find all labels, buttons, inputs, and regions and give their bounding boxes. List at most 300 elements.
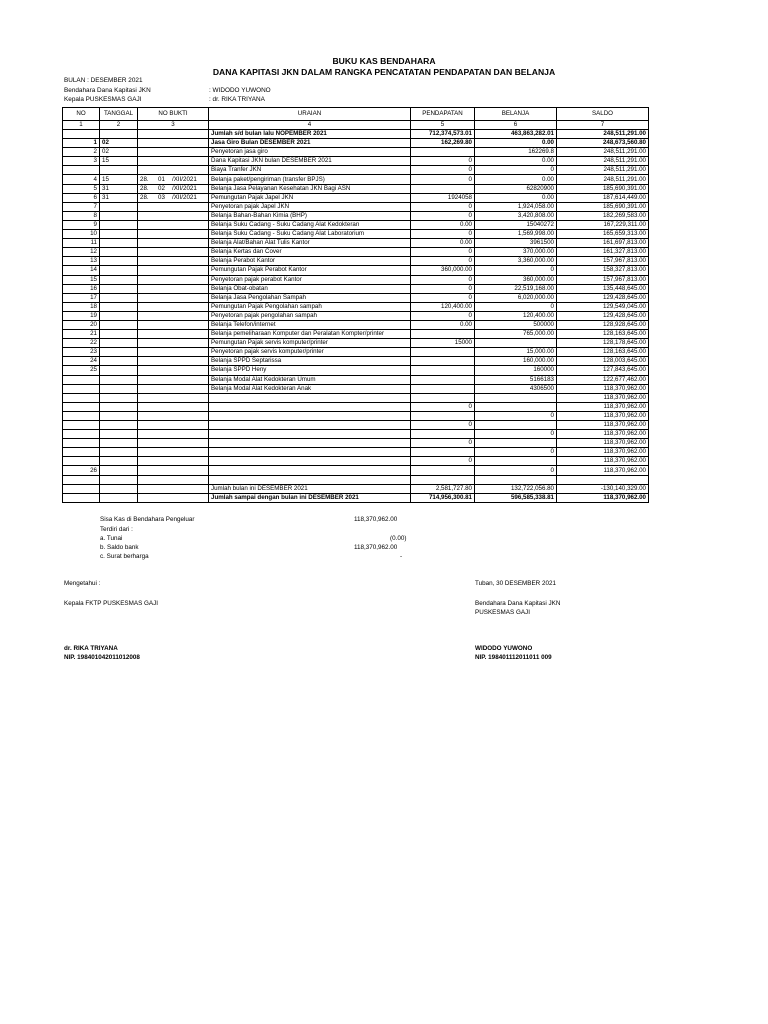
cell-receipt: [138, 230, 209, 239]
cell-income: 0: [411, 293, 475, 302]
cell-date: [100, 457, 138, 466]
cell-description: Belanja Modal Alat Kedokteran Anak: [209, 384, 411, 393]
cell-receipt: [138, 175, 209, 184]
cell-date: 02: [100, 148, 138, 157]
cell-date: [100, 402, 138, 411]
cell-expense: 0: [475, 302, 557, 311]
table-row: [63, 439, 649, 448]
column-header-date: TANGGAL: [100, 108, 138, 121]
cell-expense: 162269.8: [475, 148, 557, 157]
cell-receipt: [138, 130, 209, 139]
cell-expense: 3,360,000.00: [475, 257, 557, 266]
cell-description: [209, 457, 411, 466]
cell-date: [100, 130, 138, 139]
receipt-part: 01: [158, 175, 165, 183]
securities-value: -: [400, 553, 403, 560]
cell-no: 22: [63, 339, 100, 348]
column-number-row: [63, 121, 649, 130]
cell-expense: 463,863,282.01: [475, 130, 557, 139]
table-row: [63, 348, 649, 357]
table-row: [63, 257, 649, 266]
cell-income: 0.00: [411, 239, 475, 248]
cell-income: [411, 148, 475, 157]
cell-description: [209, 402, 411, 411]
cell-no: [63, 475, 100, 484]
cell-date: [100, 302, 138, 311]
cell-receipt: [138, 457, 209, 466]
cell-expense: 4306500: [475, 384, 557, 393]
cell-no: [63, 430, 100, 439]
cell-income: 162,269.80: [411, 139, 475, 148]
cell-receipt: [138, 302, 209, 311]
cell-date: [100, 430, 138, 439]
cell-receipt: [138, 466, 209, 475]
table-row: [63, 430, 649, 439]
receipt-part: 28.: [140, 184, 149, 192]
table-row: [63, 311, 649, 320]
cell-date: [100, 357, 138, 366]
table-row: [63, 302, 649, 311]
cell-receipt: [138, 157, 209, 166]
cell-balance: 248,511,291.00: [557, 175, 649, 184]
cell-no: [63, 402, 100, 411]
cell-income: 2,581,727.80: [411, 484, 475, 493]
cell-description: [209, 430, 411, 439]
table-row: [63, 330, 649, 339]
cell-expense: 160000: [475, 366, 557, 375]
cell-date: [100, 211, 138, 220]
table-row: [63, 339, 649, 348]
cell-date: [100, 475, 138, 484]
cell-income: 0.00: [411, 320, 475, 329]
cell-no: 5: [63, 184, 100, 193]
cell-balance: 248,511,291.00: [557, 130, 649, 139]
cell-receipt: [138, 211, 209, 220]
cell-description: Penyetoran pajak Japel JKN: [209, 202, 411, 211]
cell-description: Jumlah s/d bulan lalu NOPEMBER 2021: [209, 130, 411, 139]
cell-no: 3: [63, 157, 100, 166]
cell-description: Belanja Perabot Kantor: [209, 257, 411, 266]
cell-receipt: [138, 202, 209, 211]
column-number: 2: [100, 121, 138, 130]
cell-description: Belanja Obat-obatan: [209, 284, 411, 293]
cell-description: Jumlah bulan ini DESEMBER 2021: [209, 484, 411, 493]
table-row: [63, 211, 649, 220]
cell-receipt: [138, 339, 209, 348]
cell-income: 0: [411, 284, 475, 293]
cell-income: 0.00: [411, 220, 475, 229]
cell-date: 31: [100, 184, 138, 193]
cell-balance: 129,549,045.00: [557, 302, 649, 311]
cell-income: 0: [411, 166, 475, 175]
cell-expense: 3961500: [475, 239, 557, 248]
cell-balance: 248,511,291.00: [557, 148, 649, 157]
cell-expense: [475, 402, 557, 411]
table-row: [63, 239, 649, 248]
receipt-part: 28.: [140, 175, 149, 183]
cell-date: [100, 293, 138, 302]
cell-description: Dana Kapitasi JKN bulan DESEMBER 2021: [209, 157, 411, 166]
cell-balance: 161,697,813.00: [557, 239, 649, 248]
cell-receipt: [138, 220, 209, 229]
table-row: [63, 202, 649, 211]
table-row: [63, 248, 649, 257]
cell-expense: 765,000.00: [475, 330, 557, 339]
document-subtitle: DANA KAPITASI JKN DALAM RANGKA PENCATATAN PENDAPATAN DAN BELANJA: [212, 67, 556, 77]
cell-no: 21: [63, 330, 100, 339]
cell-balance: 187,614,449.00: [557, 193, 649, 202]
cell-date: [100, 284, 138, 293]
table-row: [63, 175, 649, 184]
cell-no: 8: [63, 211, 100, 220]
head-signatory-nip: NIP. 198401042011012008: [64, 654, 140, 661]
cell-balance: 127,843,645.00: [557, 366, 649, 375]
cell-balance: 248,511,291.00: [557, 157, 649, 166]
cell-description: [209, 393, 411, 402]
cell-date: [100, 411, 138, 420]
cell-description: Belanja Suku Cadang - Suku Cadang Alat Laboratorium: [209, 230, 411, 239]
bank-balance-value: 118,370,962.00: [354, 544, 398, 551]
cell-receipt: [138, 430, 209, 439]
cell-receipt: [138, 184, 209, 193]
table-row: [63, 493, 649, 502]
cell-description: Pemungutan Pajak servis komputer/printer: [209, 339, 411, 348]
cell-balance: 118,370,962.00: [557, 448, 649, 457]
receipt-part: 03: [158, 193, 165, 201]
cell-receipt: [138, 266, 209, 275]
cell-no: 24: [63, 357, 100, 366]
cell-no: [63, 166, 100, 175]
cell-description: Belanja Jasa Pelayanan Kesehatan JKN Bagi ASN: [209, 184, 411, 193]
cell-income: [411, 448, 475, 457]
cell-description: [209, 448, 411, 457]
cell-receipt: [138, 293, 209, 302]
cell-description: Belanja Bahan-Bahan Kimia (BHP): [209, 211, 411, 220]
cell-expense: 1,569,998.00: [475, 230, 557, 239]
table-row: [63, 184, 649, 193]
cell-no: [63, 484, 100, 493]
cell-balance: 248,511,291.00: [557, 166, 649, 175]
cell-receipt: [138, 393, 209, 402]
cell-income: 1924058: [411, 193, 475, 202]
cell-expense: 62820900: [475, 184, 557, 193]
table-row: [63, 166, 649, 175]
cell-date: [100, 330, 138, 339]
cell-description: Pemungutan Pajak Japel JKN: [209, 193, 411, 202]
cell-date: [100, 230, 138, 239]
table-row: [63, 357, 649, 366]
cell-balance: 118,370,962.00: [557, 402, 649, 411]
cell-receipt: [138, 439, 209, 448]
cell-expense: 360,000.00: [475, 275, 557, 284]
cell-expense: [475, 339, 557, 348]
cell-income: [411, 466, 475, 475]
cell-balance: 118,370,962.00: [557, 421, 649, 430]
cell-no: 25: [63, 366, 100, 375]
cell-balance: 118,370,962.00: [557, 411, 649, 420]
cash-value: (0.00): [390, 535, 407, 542]
cell-receipt: [138, 493, 209, 502]
head-signatory-name: dr. RIKA TRIYANA: [64, 645, 118, 652]
cell-receipt: [138, 484, 209, 493]
head-name: : dr. RIKA TRIYANA: [209, 96, 265, 103]
cell-description: Penyetoran pajak pengolahan sampah: [209, 311, 411, 320]
cell-income: 0: [411, 311, 475, 320]
cell-description: Jasa Giro Bulan DESEMBER 2021: [209, 139, 411, 148]
cell-date: [100, 275, 138, 284]
cell-balance: 248,673,560.80: [557, 139, 649, 148]
cell-expense: 6,020,000.00: [475, 293, 557, 302]
table-row: [63, 475, 649, 484]
column-number: 6: [475, 121, 557, 130]
cell-income: 120,400.00: [411, 302, 475, 311]
receipt-part: 02: [158, 184, 165, 192]
receipt-part: 28.: [140, 193, 149, 201]
table-row: [63, 421, 649, 430]
cell-description: Penyetoran pajak servis komputer/printer: [209, 348, 411, 357]
cell-income: 0: [411, 257, 475, 266]
cell-expense: 160,000.00: [475, 357, 557, 366]
cell-expense: 596,585,338.81: [475, 493, 557, 502]
table-row: [63, 230, 649, 239]
cell-receipt: [138, 257, 209, 266]
cell-income: 712,374,573.01: [411, 130, 475, 139]
cell-receipt: [138, 330, 209, 339]
cell-income: 0: [411, 211, 475, 220]
cell-income: 0: [411, 457, 475, 466]
cell-balance: 135,448,645.00: [557, 284, 649, 293]
cell-balance: 128,163,645.00: [557, 330, 649, 339]
cell-date: [100, 266, 138, 275]
cell-balance: 118,370,962.00: [557, 393, 649, 402]
cell-expense: 15040272: [475, 220, 557, 229]
table-row: [63, 148, 649, 157]
cell-date: [100, 493, 138, 502]
cash-label: a. Tunai: [100, 535, 123, 542]
cell-balance: 118,370,962.00: [557, 457, 649, 466]
cell-description: Belanja paket/pengiriman (transfer BPJS): [209, 175, 411, 184]
cell-description: Biaya Tranfer JKN: [209, 166, 411, 175]
cell-balance: 129,428,645.00: [557, 311, 649, 320]
cell-income: 0: [411, 202, 475, 211]
cell-expense: 0: [475, 466, 557, 475]
table-row: [63, 411, 649, 420]
cell-description: Penyetoran jasa giro: [209, 148, 411, 157]
cell-description: [209, 411, 411, 420]
cash-ledger-table: [62, 107, 649, 503]
cell-description: Belanja pemeliharaan Komputer dan Peralatan Kompter/printer: [209, 330, 411, 339]
cell-balance: 118,370,962.00: [557, 466, 649, 475]
cell-balance: 185,690,391.00: [557, 184, 649, 193]
cell-no: 13: [63, 257, 100, 266]
cell-balance: 157,967,813.00: [557, 275, 649, 284]
table-row: [63, 220, 649, 229]
cell-date: [100, 339, 138, 348]
cell-income: 0: [411, 275, 475, 284]
cell-no: [63, 448, 100, 457]
cell-no: [63, 411, 100, 420]
cell-expense: [475, 393, 557, 402]
cell-balance: 128,178,645.00: [557, 339, 649, 348]
cell-expense: [475, 421, 557, 430]
cell-balance: 158,327,813.00: [557, 266, 649, 275]
table-row: [63, 448, 649, 457]
treasurer-unit: PUSKESMAS GAJI: [475, 609, 530, 616]
month-label: BULAN : DESEMBER 2021: [64, 77, 143, 84]
cell-date: [100, 239, 138, 248]
cell-income: [411, 330, 475, 339]
cell-description: Belanja SPPD Septarissa: [209, 357, 411, 366]
cell-date: [100, 348, 138, 357]
cell-no: 12: [63, 248, 100, 257]
cell-no: 6: [63, 193, 100, 202]
cell-balance: -130,140,329.00: [557, 484, 649, 493]
cell-expense: 0.00: [475, 193, 557, 202]
head-role: Kepala FKTP PUSKESMAS GAJI: [64, 600, 159, 607]
cell-expense: 0.00: [475, 157, 557, 166]
cell-expense: 0: [475, 166, 557, 175]
column-header-expense: BELANJA: [475, 108, 557, 121]
cell-description: [209, 475, 411, 484]
cell-receipt: [138, 248, 209, 257]
cell-date: [100, 384, 138, 393]
column-header-description: URAIAN: [209, 108, 411, 121]
cell-no: 23: [63, 348, 100, 357]
cell-no: 9: [63, 220, 100, 229]
cell-balance: 128,163,645.00: [557, 348, 649, 357]
cell-receipt: [138, 148, 209, 157]
cell-income: [411, 357, 475, 366]
cell-income: 0: [411, 248, 475, 257]
cell-balance: [557, 475, 649, 484]
cell-date: [100, 166, 138, 175]
cell-date: [100, 484, 138, 493]
cell-no: 2: [63, 148, 100, 157]
cell-income: [411, 393, 475, 402]
cell-balance: 128,003,645.00: [557, 357, 649, 366]
table-row: [63, 284, 649, 293]
cell-expense: [475, 475, 557, 484]
column-header-receipt: NO BUKTI: [138, 108, 209, 121]
cell-income: 714,956,300.81: [411, 493, 475, 502]
cell-income: [411, 184, 475, 193]
cell-description: Belanja Jasa Pengolahan Sampah: [209, 293, 411, 302]
cell-balance: 129,428,645.00: [557, 293, 649, 302]
cell-date: [100, 220, 138, 229]
table-row: [63, 275, 649, 284]
cell-receipt: [138, 357, 209, 366]
cell-date: [100, 439, 138, 448]
cell-expense: 0.00: [475, 175, 557, 184]
receipt-part: /XII/2021: [172, 184, 197, 192]
table-row: [63, 130, 649, 139]
cell-expense: [475, 457, 557, 466]
cell-expense: 5166183: [475, 375, 557, 384]
table-row: [63, 320, 649, 329]
cell-expense: 132,722,056.80: [475, 484, 557, 493]
cell-expense: [475, 439, 557, 448]
cell-receipt: [138, 166, 209, 175]
cell-date: [100, 320, 138, 329]
cell-expense: 0: [475, 266, 557, 275]
cell-description: [209, 466, 411, 475]
cell-income: [411, 366, 475, 375]
cell-expense: 500000: [475, 320, 557, 329]
table-row: [63, 157, 649, 166]
cell-description: Belanja Modal Alat Kedokteran Umum: [209, 375, 411, 384]
cell-no: [63, 384, 100, 393]
cell-balance: 185,690,391.00: [557, 202, 649, 211]
cell-date: [100, 366, 138, 375]
table-row: [63, 484, 649, 493]
cell-no: 1: [63, 139, 100, 148]
receipt-part: /XII/2021: [172, 175, 197, 183]
cell-description: Pemungutan Pajak Pengolahan sampah: [209, 302, 411, 311]
remaining-cash-value: 118,370,962.00: [354, 516, 398, 523]
cell-balance: 182,269,583.00: [557, 211, 649, 220]
cell-income: [411, 430, 475, 439]
cell-date: [100, 393, 138, 402]
cell-receipt: [138, 448, 209, 457]
cell-income: 360,000.00: [411, 266, 475, 275]
cell-no: 16: [63, 284, 100, 293]
cell-expense: 15,000.00: [475, 348, 557, 357]
cell-no: [63, 493, 100, 502]
cell-date: [100, 202, 138, 211]
column-number: 7: [557, 121, 649, 130]
cell-balance: 118,370,962.00: [557, 439, 649, 448]
receipt-part: /XII/2021: [172, 193, 197, 201]
column-header-balance: SALDO: [557, 108, 649, 121]
cell-income: 0: [411, 175, 475, 184]
cell-receipt: [138, 366, 209, 375]
cell-expense: 0.00: [475, 139, 557, 148]
cell-income: [411, 411, 475, 420]
cell-date: 31: [100, 193, 138, 202]
column-number: 4: [209, 121, 411, 130]
table-row: [63, 457, 649, 466]
cell-receipt: [138, 284, 209, 293]
treasurer-label: Bendahara Dana Kapitasi JKN: [64, 87, 151, 94]
cell-receipt: [138, 402, 209, 411]
treasurer-signatory-nip: NIP. 198401112011011 009: [475, 654, 552, 661]
cell-receipt: [138, 375, 209, 384]
cell-date: [100, 311, 138, 320]
bank-balance-label: b. Saldo bank: [100, 544, 139, 551]
head-label: Kepala PUSKESMAS GAJI: [64, 96, 142, 103]
cell-date: 15: [100, 175, 138, 184]
acknowledged-label: Mengetahui :: [64, 580, 101, 587]
cell-receipt: [138, 348, 209, 357]
cell-description: Belanja Telefon/internet: [209, 320, 411, 329]
treasurer-name: : WIDODO YUWONO: [209, 87, 271, 94]
column-number: 1: [63, 121, 100, 130]
cell-no: 4: [63, 175, 100, 184]
cell-no: 20: [63, 320, 100, 329]
column-header-income: PENDAPATAN: [411, 108, 475, 121]
cell-balance: 118,370,962.00: [557, 384, 649, 393]
table-row: [63, 293, 649, 302]
cell-no: [63, 375, 100, 384]
table-row: [63, 393, 649, 402]
column-header-no: NO: [63, 108, 100, 121]
cell-date: [100, 466, 138, 475]
cell-expense: 1,924,058.00: [475, 202, 557, 211]
securities-label: c. Surat berharga: [100, 553, 149, 560]
cell-receipt: [138, 239, 209, 248]
cell-date: [100, 248, 138, 257]
cell-no: 17: [63, 293, 100, 302]
